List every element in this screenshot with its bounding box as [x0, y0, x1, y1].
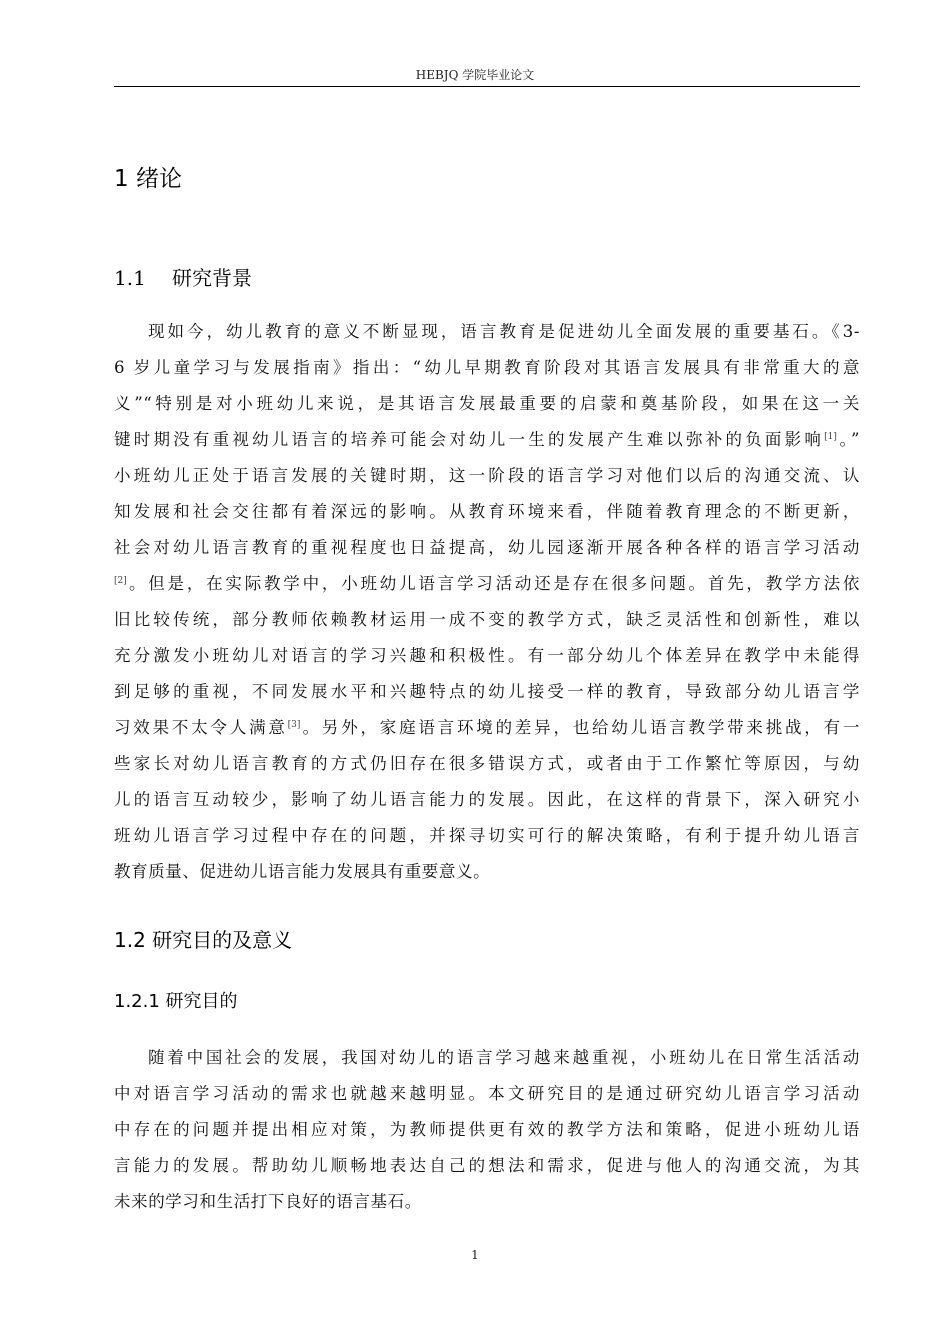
- citation-ref: [1]: [824, 432, 837, 442]
- section-heading-1-1: [114, 262, 252, 291]
- text-line: 中存在的问题并提出相应对策，为教师提供更有效的教学方法和策略，促进小班幼儿语: [114, 1120, 860, 1139]
- text-line: 未来的学习和生活打下良好的语言基石。: [114, 1192, 422, 1211]
- text-segment: 键时期没有重视幼儿语言的培养可能会对幼儿一生的发展产生难以弥补的负面影响: [114, 430, 825, 449]
- section-number: 1.1: [114, 266, 146, 290]
- text-line: 充分激发小班幼儿对语言的学习兴趣和积极性。有一部分幼儿个体差异在教学中未能得: [114, 646, 860, 665]
- citation-ref: [2]: [114, 576, 127, 586]
- chapter-heading: 1 绪论: [114, 166, 182, 192]
- text-segment: 。但是，在实际教学中，小班幼儿语言学习活动还是存在很多问题。首先，教学方法依: [126, 574, 860, 593]
- text-line: 儿的语言互动较少，影响了幼儿语言能力的发展。因此，在这样的背景下，深入研究小: [114, 790, 860, 809]
- text-segment: 习效果不太令人满意: [114, 718, 288, 737]
- text-line: 知发展和社会交往都有着深远的影响。从教育环境来看，伴随着教育理念的不断更新，: [114, 502, 860, 521]
- text-line: 中对语言学习活动的需求也就越来越明显。本文研究目的是通过研究幼儿语言学习活动: [114, 1084, 860, 1103]
- text-line: 些家长对幼儿语言教育的方式仍旧存在很多错误方式，或者由于工作繁忙等原因，与幼: [114, 754, 860, 773]
- section-heading-1-2: 1.2 研究目的及意义: [114, 928, 293, 952]
- text-line: 教育质量、促进幼儿语言能力发展具有重要意义。: [114, 862, 491, 881]
- text-line: 到足够的重视，不同发展水平和兴趣特点的幼儿接受一样的教育，导致部分幼儿语言学: [114, 682, 860, 701]
- section-title: 研究背景: [172, 266, 252, 290]
- text-line: 小班幼儿正处于语言发展的关键时期，这一阶段的语言学习对他们以后的沟通交流、认: [114, 466, 860, 485]
- text-line: 社会对幼儿语言教育的重视程度也日益提高，幼儿园逐渐开展各种各样的语言学习活动: [114, 538, 860, 557]
- page-number: 1: [471, 1248, 479, 1262]
- subsection-heading-1-2-1: 1.2.1 研究目的: [114, 991, 238, 1012]
- text-line: 义”“特别是对小班幼儿来说，是其语言发展最重要的启蒙和奠基阶段，如果在这一关: [114, 394, 860, 413]
- text-line: 现如今，幼儿教育的意义不断显现，语言教育是促进幼儿全面发展的重要基石。《3-: [148, 322, 860, 341]
- text-line: [114, 714, 860, 738]
- text-line: 班幼儿语言学习过程中存在的问题，并探寻切实可行的解决策略，有利于提升幼儿语言: [114, 826, 860, 845]
- text-line: [114, 426, 860, 450]
- text-line: 旧比较传统，部分教师依赖教材运用一成不变的教学方式，缺乏灵活性和创新性，难以: [114, 610, 860, 629]
- text-segment: 。另外，家庭语言环境的差异，也给幼儿语言教学带来挑战，有一: [300, 718, 860, 737]
- text-segment: 。”: [836, 430, 860, 449]
- text-line: 随着中国社会的发展，我国对幼儿的语言学习越来越重视，小班幼儿在日常生活活动: [148, 1048, 860, 1067]
- text-line: [114, 570, 860, 594]
- text-line: 言能力的发展。帮助幼儿顺畅地表达自己的想法和需求，促进与他人的沟通交流，为其: [114, 1156, 860, 1175]
- running-header: HEBJQ 学院毕业论文: [415, 68, 535, 82]
- citation-ref: [3]: [287, 720, 301, 730]
- text-line: 6 岁儿童学习与发展指南》指出：“幼儿早期教育阶段对其语言发展具有非常重大的意: [114, 358, 860, 377]
- header-rule: [114, 86, 860, 87]
